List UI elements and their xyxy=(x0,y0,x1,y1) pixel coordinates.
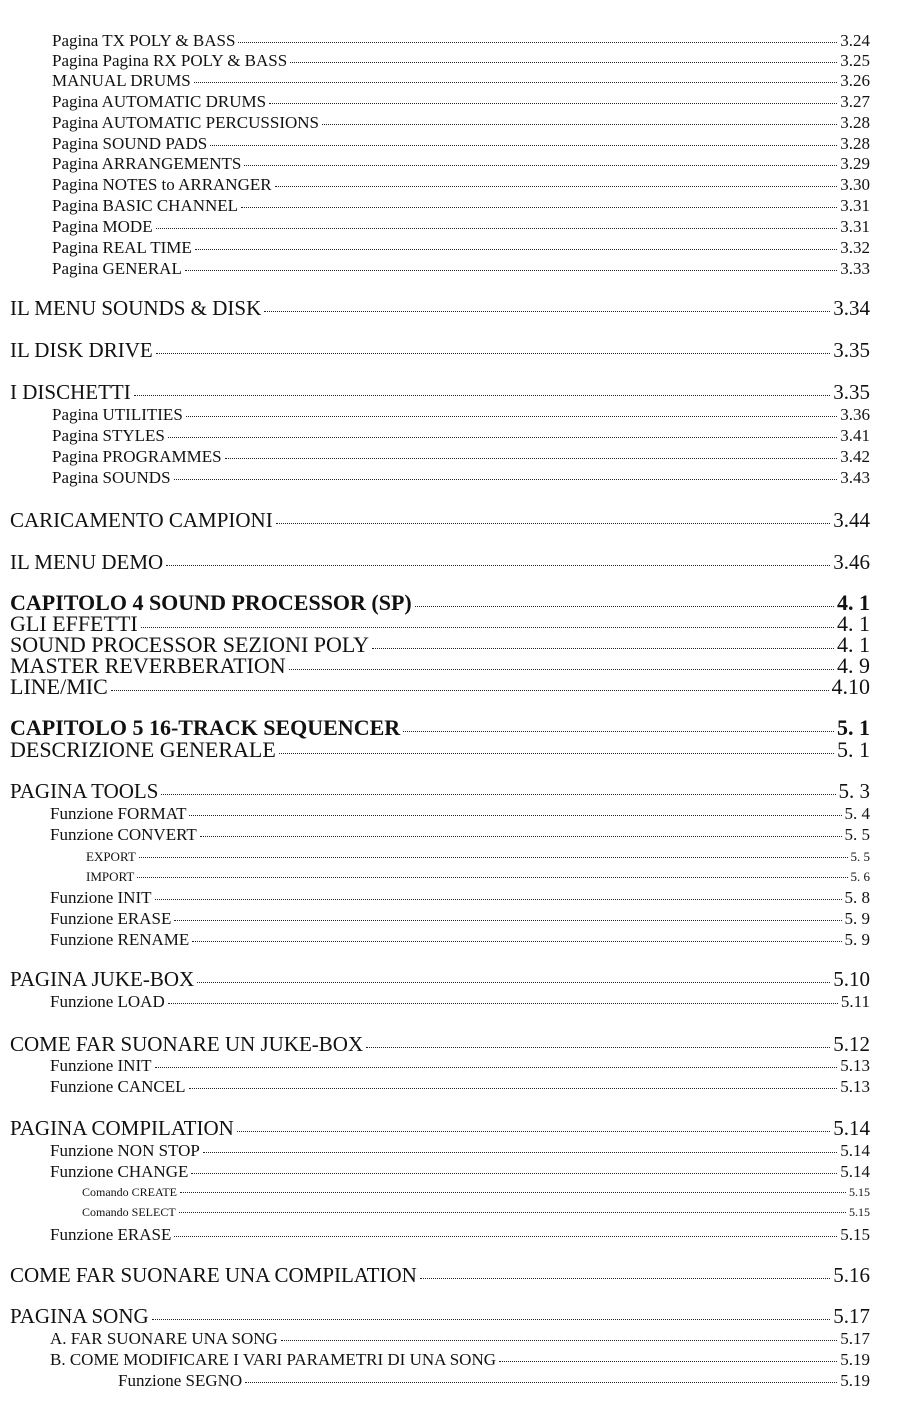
toc-entry xyxy=(52,260,870,277)
toc-entry-page: 5.15 xyxy=(840,1225,870,1244)
toc-entry-title: PAGINA COMPILATION xyxy=(10,1116,234,1140)
toc-entry-title: Funzione INIT xyxy=(50,1056,152,1075)
toc-entry-title: PAGINA SONG xyxy=(10,1304,149,1328)
toc-entry-title: DESCRIZIONE GENERALE xyxy=(10,737,276,762)
toc-entry xyxy=(10,676,870,698)
toc-entry-title: IL MENU DEMO xyxy=(10,550,164,574)
toc-entry-title: EXPORT xyxy=(86,849,136,864)
toc-entry xyxy=(10,1118,870,1139)
toc-entry xyxy=(50,826,870,843)
toc-entry xyxy=(50,1078,870,1095)
toc-entry-page: 3.28 xyxy=(840,134,870,153)
toc-leader xyxy=(281,1340,837,1341)
toc-entry-page: 5.15 xyxy=(849,1205,870,1219)
toc-leader xyxy=(152,1319,831,1320)
toc-leader xyxy=(194,82,838,83)
toc-entry-page: 5.14 xyxy=(840,1162,870,1181)
toc-entry-title: Funzione ERASE xyxy=(50,1225,172,1244)
toc-entry-page: 3.33 xyxy=(840,259,870,278)
toc-entry xyxy=(52,32,870,49)
toc-entry xyxy=(86,850,870,863)
toc-entry-title: Pagina NOTES to ARRANGER xyxy=(52,175,272,194)
toc-entry xyxy=(52,135,870,152)
toc-entry-page: 3.31 xyxy=(840,196,870,215)
toc-entry-page: 3.34 xyxy=(833,296,870,320)
toc-leader xyxy=(200,836,842,837)
toc-entry xyxy=(52,72,870,89)
toc-entry-page: 3.35 xyxy=(833,338,870,362)
toc-entry-title: MASTER REVERBERATION xyxy=(10,653,286,678)
toc-entry-page: 5.15 xyxy=(849,1185,870,1199)
toc-entry-page: 4. 9 xyxy=(837,653,870,678)
toc-entry-page: 3.42 xyxy=(840,447,870,466)
toc-entry-title: B. COME MODIFICARE I VARI PARAMETRI DI UNA SONG xyxy=(50,1350,496,1369)
toc-entry-page: 3.28 xyxy=(840,113,870,132)
toc-entry-page: 5.13 xyxy=(840,1056,870,1075)
toc-leader xyxy=(189,1088,838,1089)
toc-entry-title: Funzione ERASE xyxy=(50,909,172,928)
toc-entry-title: CARICAMENTO CAMPIONI xyxy=(10,508,273,532)
toc-entry-page: 5. 5 xyxy=(850,849,870,864)
toc-entry-page: 5.19 xyxy=(840,1350,870,1369)
toc-leader xyxy=(225,458,838,459)
toc-entry-page: 5.14 xyxy=(833,1116,870,1140)
toc-entry xyxy=(10,510,870,531)
toc-entry-page: 3.36 xyxy=(840,405,870,424)
toc-entry xyxy=(52,176,870,193)
toc-entry-title: Pagina ARRANGEMENTS xyxy=(52,154,242,173)
toc-entry xyxy=(10,340,870,361)
toc-entry xyxy=(52,218,870,235)
toc-leader xyxy=(275,186,838,187)
toc-entry xyxy=(52,406,870,423)
toc-entry xyxy=(50,1351,870,1368)
toc-leader xyxy=(189,815,841,816)
toc-leader xyxy=(290,62,837,63)
toc-entry xyxy=(52,197,870,214)
toc-entry-title: Pagina BASIC CHANNEL xyxy=(52,196,239,215)
toc-entry-page: 3.32 xyxy=(840,238,870,257)
toc-leader xyxy=(192,941,841,942)
toc-entry-page: 5. 9 xyxy=(844,930,870,949)
toc-entry-title: Pagina AUTOMATIC PERCUSSIONS xyxy=(52,113,320,132)
toc-entry xyxy=(50,805,870,822)
toc-entry-title: Pagina SOUND PADS xyxy=(52,134,208,153)
toc-entry xyxy=(82,1186,870,1198)
toc-leader xyxy=(366,1047,830,1048)
toc-entry-page: 5. 3 xyxy=(838,779,870,803)
toc-leader xyxy=(372,648,834,649)
toc-entry xyxy=(52,114,870,131)
toc-entry xyxy=(10,382,870,403)
toc-leader xyxy=(499,1361,837,1362)
toc-entry xyxy=(50,1142,870,1159)
toc-leader xyxy=(155,899,842,900)
toc-entry-page: 4. 1 xyxy=(837,632,870,657)
toc-entry-page: 5. 8 xyxy=(844,888,870,907)
toc-entry-page: 5.12 xyxy=(833,1032,870,1056)
toc-leader xyxy=(134,395,831,396)
toc-leader xyxy=(168,437,837,438)
toc-entry-title: CAPITOLO 5 16-TRACK SEQUENCER xyxy=(10,715,401,740)
toc-entry-title: LINE/MIC xyxy=(10,674,108,699)
toc-entry xyxy=(50,931,870,948)
toc-leader xyxy=(203,1152,837,1153)
toc-entry-page: 5.16 xyxy=(833,1263,870,1287)
toc-leader xyxy=(279,753,834,754)
toc-leader xyxy=(141,627,834,628)
toc-chapter-heading xyxy=(10,717,870,739)
toc-entry-page: 4. 1 xyxy=(837,590,870,615)
toc-entry-page: 5. 5 xyxy=(844,825,870,844)
toc-entry xyxy=(10,1034,870,1055)
toc-entry-page: 5. 4 xyxy=(844,804,870,823)
toc-entry-page: 5.13 xyxy=(840,1077,870,1096)
toc-entry-page: 3.26 xyxy=(840,71,870,90)
toc-entry-title: I DISCHETTI xyxy=(10,380,131,404)
toc-entry-title: IMPORT xyxy=(86,869,135,884)
toc-entry xyxy=(10,1306,870,1327)
toc-entry xyxy=(50,1226,870,1243)
toc-leader xyxy=(161,794,835,795)
toc-entry-title: Pagina UTILITIES xyxy=(52,405,183,424)
toc-entry-title: A. FAR SUONARE UNA SONG xyxy=(50,1329,278,1348)
toc-entry-page: 3.41 xyxy=(840,426,870,445)
toc-leader xyxy=(210,145,837,146)
toc-entry-page: 3.24 xyxy=(840,31,870,50)
toc-entry xyxy=(86,870,870,883)
toc-entry-page: 5. 9 xyxy=(844,909,870,928)
toc-entry-title: Pagina GENERAL xyxy=(52,259,182,278)
toc-entry xyxy=(10,1265,870,1286)
toc-entry-title: Pagina STYLES xyxy=(52,426,165,445)
toc-entry xyxy=(52,93,870,110)
toc-entry xyxy=(52,427,870,444)
toc-leader xyxy=(156,353,831,354)
toc-entry xyxy=(50,889,870,906)
toc-entry-title: GLI EFFETTI xyxy=(10,611,138,636)
toc-entry-title: PAGINA TOOLS xyxy=(10,779,159,803)
toc-leader xyxy=(322,124,837,125)
toc-entry-title: Pagina TX POLY & BASS xyxy=(52,31,236,50)
toc-leader xyxy=(185,270,837,271)
toc-entry-title: Pagina SOUNDS xyxy=(52,468,171,487)
toc-entry-page: 5.17 xyxy=(833,1304,870,1328)
toc-entry-page: 5.11 xyxy=(840,992,870,1011)
toc-entry xyxy=(52,469,870,486)
toc-entry-page: 5. 6 xyxy=(850,869,870,884)
toc-leader xyxy=(179,1212,846,1213)
toc-entry-page: 3.44 xyxy=(833,508,870,532)
toc-leader xyxy=(137,877,847,878)
toc-leader xyxy=(276,523,831,524)
toc-entry-page: 5. 1 xyxy=(837,715,870,740)
toc-leader xyxy=(191,1173,837,1174)
toc-entry xyxy=(52,155,870,172)
toc-entry-page: 3.30 xyxy=(840,175,870,194)
toc-leader xyxy=(245,1382,837,1383)
toc-entry-page: 5.19 xyxy=(840,1371,870,1390)
toc-entry-title: Funzione SEGNO xyxy=(118,1371,243,1390)
toc-leader xyxy=(155,1067,838,1068)
toc-leader xyxy=(174,1236,837,1237)
toc-entry-title: Comando CREATE xyxy=(82,1185,177,1199)
toc-entry-title: Funzione CONVERT xyxy=(50,825,197,844)
toc-entry-page: 5.10 xyxy=(833,967,870,991)
toc-entry xyxy=(10,781,870,802)
toc-entry-title: Pagina Pagina RX POLY & BASS xyxy=(52,51,288,70)
toc-entry-title: COME FAR SUONARE UN JUKE-BOX xyxy=(10,1032,364,1056)
toc-entry xyxy=(52,52,870,69)
toc-entry xyxy=(10,739,870,761)
toc-leader xyxy=(186,416,837,417)
toc-leader xyxy=(195,249,837,250)
toc-entry xyxy=(10,298,870,319)
toc-entry-title: Comando SELECT xyxy=(82,1205,176,1219)
toc-entry xyxy=(82,1206,870,1218)
toc-leader xyxy=(156,228,838,229)
toc-entry-page: 3.46 xyxy=(833,550,870,574)
toc-entry-title: PAGINA JUKE-BOX xyxy=(10,967,195,991)
toc-entry xyxy=(118,1372,870,1389)
toc-leader xyxy=(168,1003,838,1004)
toc-entry-title: Funzione FORMAT xyxy=(50,804,187,823)
toc-entry xyxy=(50,910,870,927)
toc-entry-title: MANUAL DRUMS xyxy=(52,71,191,90)
toc-entry-title: SOUND PROCESSOR SEZIONI POLY xyxy=(10,632,370,657)
toc-entry-title: Pagina REAL TIME xyxy=(52,238,192,257)
toc-entry-title: IL MENU SOUNDS & DISK xyxy=(10,296,262,320)
toc-entry xyxy=(50,1330,870,1347)
toc-leader xyxy=(415,606,834,607)
toc-leader xyxy=(289,669,834,670)
toc-entry xyxy=(50,993,870,1010)
toc-leader xyxy=(166,565,830,566)
toc-entry-title: Pagina PROGRAMMES xyxy=(52,447,222,466)
toc-entry-title: Funzione LOAD xyxy=(50,992,165,1011)
toc-entry-page: 3.27 xyxy=(840,92,870,111)
toc-entry-title: IL DISK DRIVE xyxy=(10,338,153,362)
toc-entry-title: Funzione CANCEL xyxy=(50,1077,186,1096)
toc-entry xyxy=(50,1163,870,1180)
toc-leader xyxy=(238,42,837,43)
toc-leader xyxy=(237,1131,830,1132)
toc-entry-page: 4.10 xyxy=(831,674,870,699)
toc-entry-page: 3.43 xyxy=(840,468,870,487)
toc-leader xyxy=(264,311,830,312)
toc-entry-page: 3.29 xyxy=(840,154,870,173)
toc-leader xyxy=(139,857,848,858)
toc-entry xyxy=(10,655,870,677)
toc-entry xyxy=(50,1057,870,1074)
toc-leader xyxy=(197,982,830,983)
toc-entry-title: Funzione RENAME xyxy=(50,930,190,949)
toc-entry-page: 4. 1 xyxy=(837,611,870,636)
toc-entry-title: CAPITOLO 4 SOUND PROCESSOR (SP) xyxy=(10,590,412,615)
toc-chapter-heading xyxy=(10,592,870,614)
toc-entry-title: Pagina AUTOMATIC DRUMS xyxy=(52,92,267,111)
toc-leader xyxy=(403,731,834,732)
toc-leader xyxy=(244,165,837,166)
toc-entry-title: Funzione CHANGE xyxy=(50,1162,189,1181)
toc-entry-page: 5.14 xyxy=(840,1141,870,1160)
toc-leader xyxy=(174,479,838,480)
toc-entry-title: COME FAR SUONARE UNA COMPILATION xyxy=(10,1263,417,1287)
toc-entry-page: 3.35 xyxy=(833,380,870,404)
toc-entry-title: Pagina MODE xyxy=(52,217,153,236)
toc-entry-title: Funzione INIT xyxy=(50,888,152,907)
toc-entry xyxy=(52,448,870,465)
toc-entry-title: Funzione NON STOP xyxy=(50,1141,200,1160)
toc-leader xyxy=(420,1278,830,1279)
toc-entry-page: 5.17 xyxy=(840,1329,870,1348)
toc-entry xyxy=(10,969,870,990)
toc-leader xyxy=(111,690,829,691)
toc-entry xyxy=(52,239,870,256)
toc-entry-page: 3.25 xyxy=(840,51,870,70)
toc-leader xyxy=(269,103,837,104)
toc-entry-page: 5. 1 xyxy=(837,737,870,762)
toc-leader xyxy=(241,207,837,208)
toc-leader xyxy=(180,1192,846,1193)
toc-entry xyxy=(10,552,870,573)
toc-entry-page: 3.31 xyxy=(840,217,870,236)
toc-leader xyxy=(174,920,841,921)
